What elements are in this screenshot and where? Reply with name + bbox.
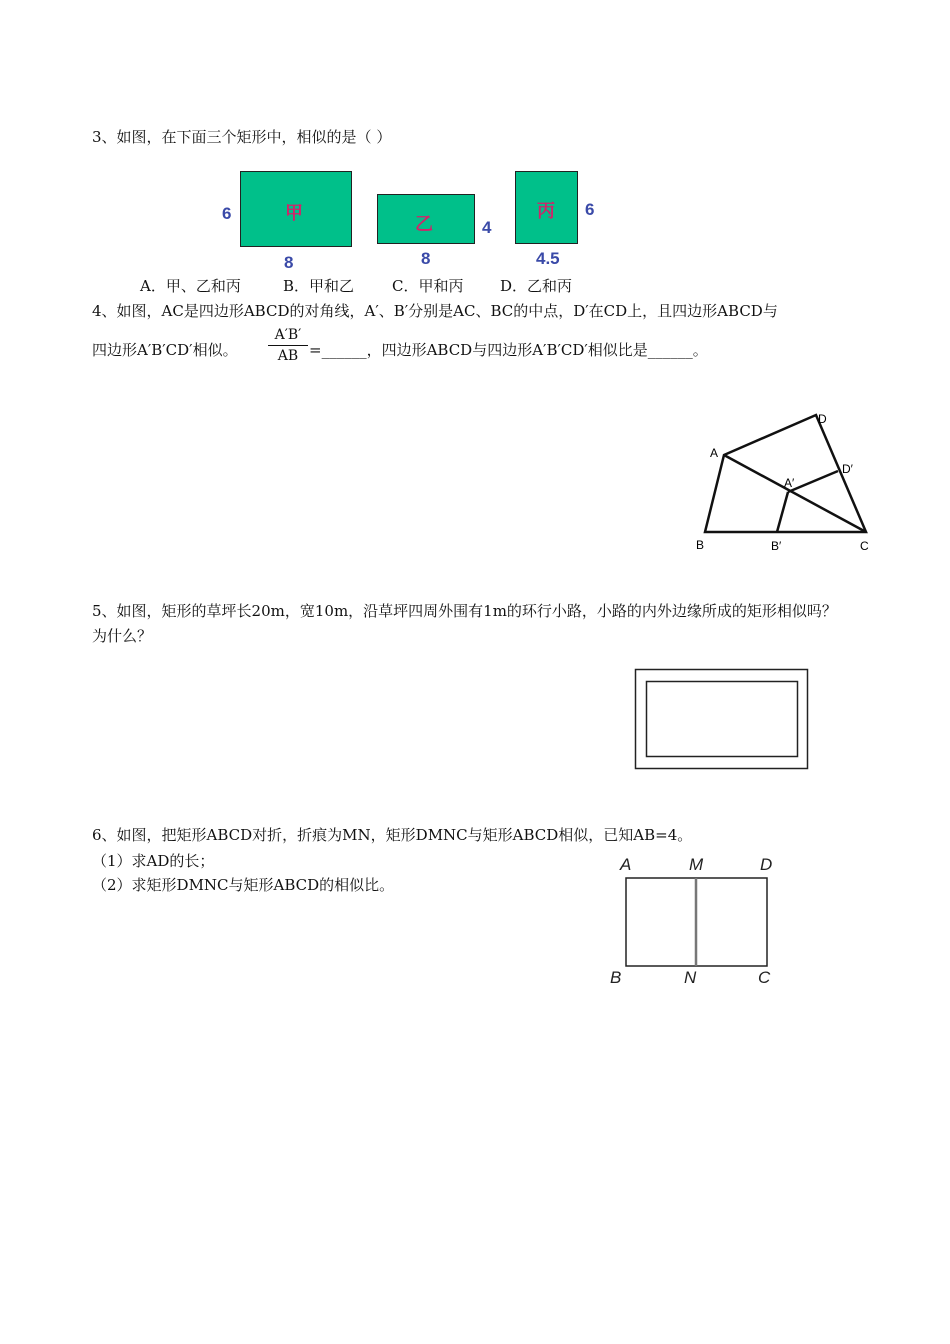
q4-line1: 4、如图，AC是四边形ABCD的对角线，A′、B′分别是AC、BC的中点，D′在CD上，且四边形ABCD与: [92, 302, 778, 320]
label-d: D: [818, 412, 827, 426]
rect-yi-height-label: 4: [482, 218, 492, 237]
outer-rectangle: [636, 670, 808, 769]
q3-option-d: D．乙和丙: [500, 277, 573, 295]
q6-sub1: （1）求AD的长；: [92, 852, 215, 870]
label-a: A: [620, 855, 632, 874]
label-d1: D′: [842, 462, 853, 476]
q4-line2-start: 四边形A′B′CD′相似。: [92, 341, 238, 359]
label-a1: A′: [784, 476, 795, 490]
label-n: N: [684, 968, 697, 987]
label-a: A: [710, 446, 719, 460]
fraction-bar: [268, 345, 308, 346]
q3-stem: 3、如图，在下面三个矩形中，相似的是（ ）: [92, 128, 392, 146]
q3-option-b: B．甲和乙: [283, 277, 355, 295]
q3-option-a: A．甲、乙和丙: [140, 277, 241, 295]
q5-line1: 5、如图，矩形的草坪长20m，宽10m，沿草坪四周外围有1m的环行小路，小路的内外边缘所成的矩形相似吗？: [92, 602, 837, 620]
rect-jia-width-label: 8: [284, 253, 294, 272]
rect-bing-width-label: 4.5: [536, 249, 560, 268]
q3-option-c: C．甲和丙: [392, 277, 464, 295]
label-c: C: [758, 968, 771, 987]
q6-rectangle-figure: [600, 850, 790, 990]
q4-line2-end: =______，四边形ABCD与四边形A′B′CD′相似比是______。: [309, 341, 708, 359]
label-d: D: [760, 855, 773, 874]
label-m: M: [689, 855, 704, 874]
rect-yi-name: 乙: [415, 214, 433, 235]
label-b1: B′: [771, 539, 782, 553]
rect-jia-name: 甲: [285, 203, 303, 224]
rect-yi-width-label: 8: [421, 249, 431, 268]
label-b: B: [610, 968, 622, 987]
label-b: B: [696, 538, 705, 552]
rect-jia-height-label: 6: [222, 204, 232, 223]
inner-rectangle: [647, 682, 798, 757]
q4-fraction: [268, 327, 308, 364]
q4-fraction-denominator: AB: [277, 348, 299, 364]
q6-line1: 6、如图，把矩形ABCD对折，折痕为MN，矩形DMNC与矩形ABCD相似，已知AB=4。: [92, 826, 693, 844]
q4-fraction-numerator: A′B′: [274, 327, 302, 343]
q5-line2: 为什么？: [92, 627, 153, 645]
q6-sub2: （2）求矩形DMNC与矩形ABCD的相似比。: [92, 876, 395, 894]
rect-bing-name: 丙: [537, 201, 555, 222]
q5-lawn-figure: [634, 668, 812, 772]
label-c: C: [860, 539, 869, 553]
segment-a1b1: [777, 492, 788, 532]
rect-bing-height-label: 6: [585, 200, 595, 219]
segment-a1d1: [788, 471, 838, 492]
q4-quadrilateral-figure: [690, 405, 880, 560]
